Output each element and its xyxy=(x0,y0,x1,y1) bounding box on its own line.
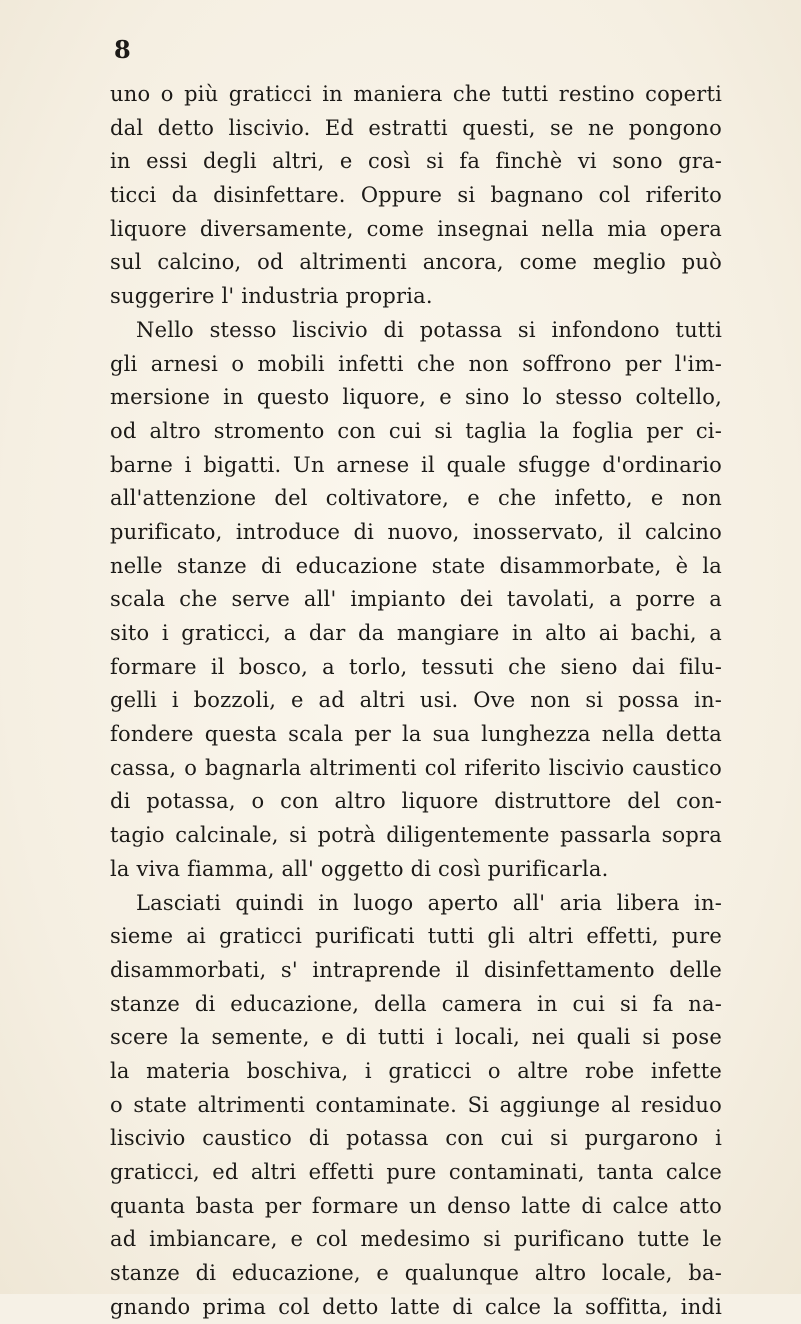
text-line: mersione in questo liquore, e sino lo stesso coltello, xyxy=(110,385,722,410)
text-line: disammorbati, s' intraprende il disinfettamento delle xyxy=(110,957,722,982)
text-line: quanta basta per formare un denso latte di calce atto xyxy=(110,1193,722,1218)
text-line: di potassa, o con altro liquore distruttore del con- xyxy=(110,789,722,814)
text-line: barne i bigatti. Un arnese il quale sfugge d'ordinario xyxy=(110,452,722,477)
body-text xyxy=(110,78,722,1324)
text-line: fondere questa scala per la sua lunghezza nella detta xyxy=(110,722,722,747)
text-line: all'attenzione del coltivatore, e che infetto, e non xyxy=(110,486,722,511)
text-line: dal detto liscivio. Ed estratti questi, se ne pongono xyxy=(110,115,722,140)
text-line: Lasciati quindi in luogo aperto all' aria libera in- xyxy=(136,890,722,915)
text-line: liquore diversamente, come insegnai nella mia opera xyxy=(110,216,722,241)
text-line: cassa, o bagnarla altrimenti col riferito liscivio caustico xyxy=(110,755,722,780)
text-line: nelle stanze di educazione state disammorbate, è la xyxy=(110,553,722,578)
text-line: ad imbiancare, e col medesimo si purificano tutte le xyxy=(110,1227,722,1252)
text-line: gnando prima col detto latte di calce la soffitta, indi xyxy=(110,1294,722,1319)
text-line: liscivio caustico di potassa con cui si purgarono i xyxy=(110,1126,722,1151)
text-line: la viva fiamma, all' oggetto di così purificarla. xyxy=(110,856,609,881)
page-number: 8 xyxy=(114,35,131,64)
text-line: o state altrimenti contaminate. Si aggiunge al residuo xyxy=(110,1092,722,1117)
text-line: purificato, introduce di nuovo, inosservato, il calcino xyxy=(110,519,722,544)
text-line: la materia boschiva, i graticci o altre robe infette xyxy=(110,1058,722,1083)
text-line: in essi degli altri, e così si fa finchè vi sono gra- xyxy=(110,149,722,174)
text-line: graticci, ed altri effetti pure contaminati, tanta calce xyxy=(110,1160,722,1184)
text-line: ticci da disinfettare. Oppure si bagnano col riferito xyxy=(110,183,722,208)
text-line: scala che serve all' impianto dei tavolati, a porre a xyxy=(110,587,722,612)
text-line: stanze di educazione, e qualunque altro locale, ba- xyxy=(110,1261,722,1286)
text-line: gli arnesi o mobili infetti che non soffrono per l'im- xyxy=(110,351,722,376)
text-line: formare il bosco, a torlo, tessuti che sieno dai filu- xyxy=(110,654,722,679)
text-line: Nello stesso liscivio di potassa si infondono tutti xyxy=(136,317,722,342)
text-line: sieme ai graticci purificati tutti gli altri effetti, pure xyxy=(110,924,722,949)
text-line: tagio calcinale, si potrà diligentemente passarla sopra xyxy=(110,823,722,848)
text-line: scere la semente, e di tutti i locali, nei quali si pose xyxy=(110,1025,722,1050)
text-line: stanze di educazione, della camera in cui si fa na- xyxy=(110,991,722,1016)
text-line: sito i graticci, a dar da mangiare in alto ai bachi, a xyxy=(110,621,722,645)
text-line: uno o più graticci in maniera che tutti restino coperti xyxy=(110,82,722,106)
text-line: od altro stromento con cui si taglia la foglia per ci- xyxy=(110,418,722,443)
text-line: gelli i bozzoli, e ad altri usi. Ove non si possa in- xyxy=(110,688,722,713)
text-line: sul calcino, od altrimenti ancora, come meglio può xyxy=(110,250,722,275)
text-line: suggerire l' industria propria. xyxy=(110,284,433,309)
